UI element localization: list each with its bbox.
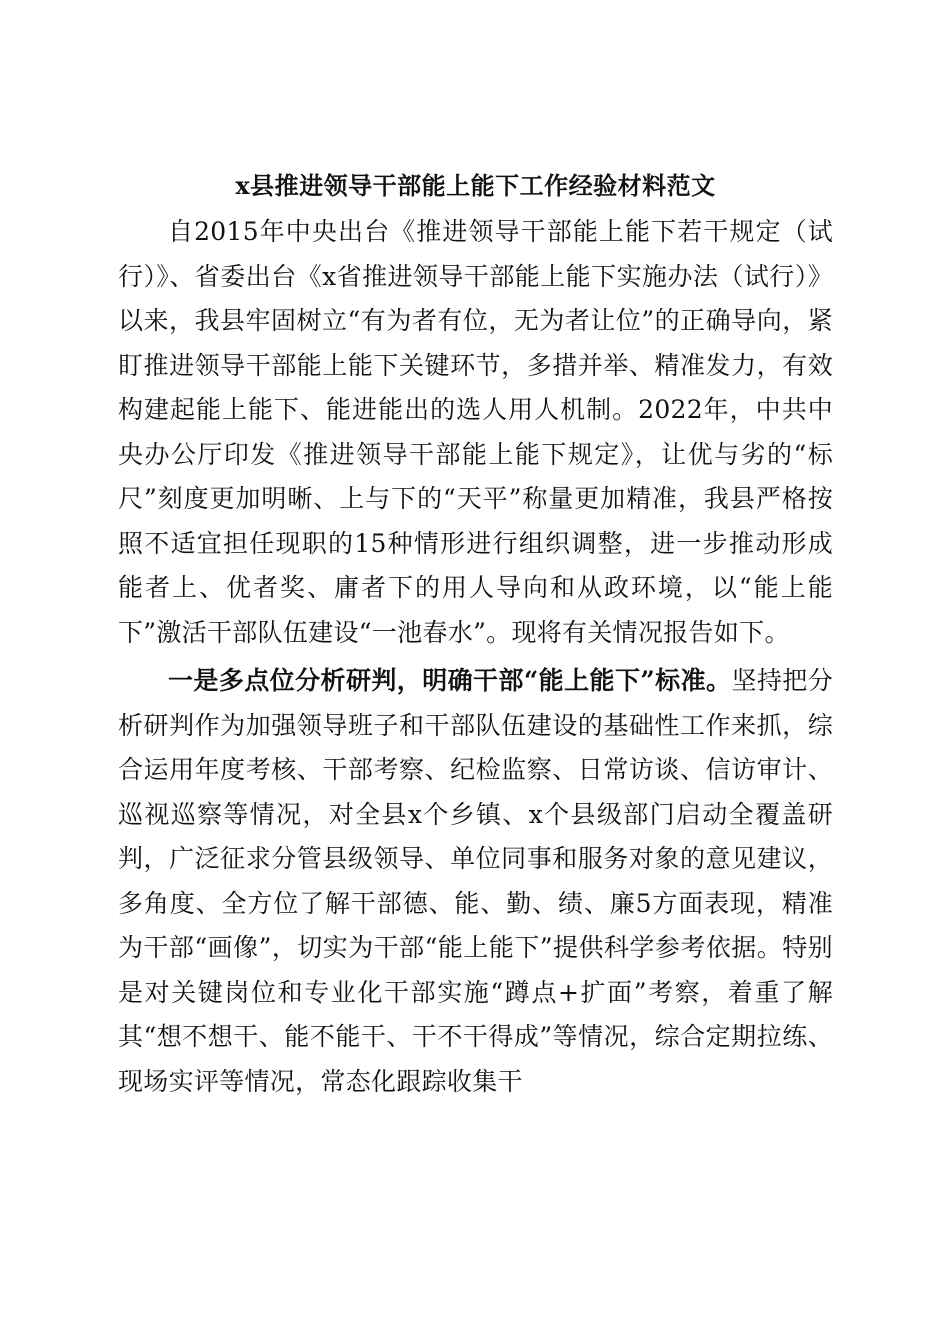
section-1-body: 坚持把分析研判作为加强领导班子和干部队伍建设的基础性工作来抓，综合运用年度考核、干部考察、纪检监察、日常访谈、信访审计、巡视巡察等情况，对全县x个乡镇、x个县级部门启动全覆盖研判，广泛征求分管县级领导、单位同事和服务对象的意见建议，多角度、全方位了解干部德、能、勤、绩、廉5方面表现，精准为干部“画像”，切实为干部“能上能下”提供科学参考依据。特别是对关键岗位和专业化干部实施“蹲点+扩面”考察，着重了解其“想不想干、能不能干、干不干得成”等情况，综合定期拉练、现场实评等情况，常态化跟踪收集干 [118, 666, 833, 1096]
intro-paragraph: 自2015年中央出台《推进领导干部能上能下若干规定（试行）》、省委出台《x省推进领导干部能上能下实施办法（试行）》以来，我县牢固树立“有为者有位，无为者让位”的正确导向，紧盯推进领导干部能上能下关键环节，多措并举、精准发力，有效构建起能上能下、能进能出的选人用人机制。2022年，中共中央办公厅印发《推进领导干部能上能下规定》，让优与劣的“标尺”刻度更加明晰、上与下的“天平”称量更加精准，我县严格按照不适宜担任现职的15种情形进行组织调整，进一步推动形成能者上、优者奖、庸者下的用人导向和从政环境，以“能上能下”激活干部队伍建设“一池春水”。现将有关情况报告如下。 [118, 217, 833, 647]
document-page [118, 168, 833, 1104]
section-1-paragraph [118, 659, 833, 1104]
document-title: x县推进领导干部能上能下工作经验材料范文 [235, 171, 716, 200]
section-1-heading: 一是多点位分析研判，明确干部“能上能下”标准。 [168, 666, 732, 695]
